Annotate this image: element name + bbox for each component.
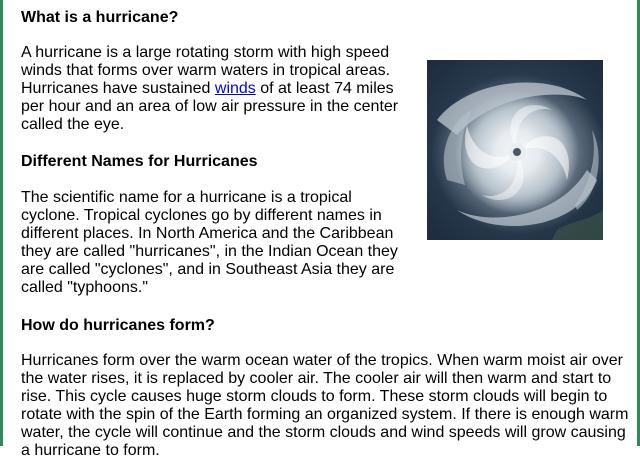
para-text-end: of at least 74 miles per hour and an area of low air pressure in the center called the eye.: [21, 80, 399, 133]
heading-different-names: Different Names for Hurricanes: [21, 153, 258, 170]
paragraph-how-do-hurricanes-form: Hurricanes form over the warm ocean water of the tropics. When warm moist air over the water rises, it is replaced by cooler air. The cooler air will then warm and start to rise. This cycle causes huge storm clouds to form. These storm clouds will begin to rotate with the spin of the Earth forming an organized system. If there is enough warm water, the cycle will continue and the storm clouds and wind speeds will grow causing a hurricane to form.: [21, 352, 629, 459]
paragraph-different-names: The scientific name for a hurricane is a tropical cyclone. Tropical cyclones go by different names in different places. In North America and the Caribbean they are called "hurricanes", in the Indian Ocean they are called "cyclones", and in Southeast Asia they are called "typhoons.": [21, 189, 398, 296]
paragraph-what-is-a-hurricane: [21, 44, 406, 134]
winds-link[interactable]: winds: [214, 80, 256, 97]
para-text-start: A hurricane is a large rotating storm with high speed winds that forms over warm waters in tropical areas. Hurricanes have sustained: [21, 44, 391, 97]
heading-how-do-hurricanes-form: How do hurricanes form?: [21, 317, 215, 334]
hurricane-satellite-image: [427, 60, 603, 240]
heading-what-is-a-hurricane: What is a hurricane?: [21, 9, 179, 26]
